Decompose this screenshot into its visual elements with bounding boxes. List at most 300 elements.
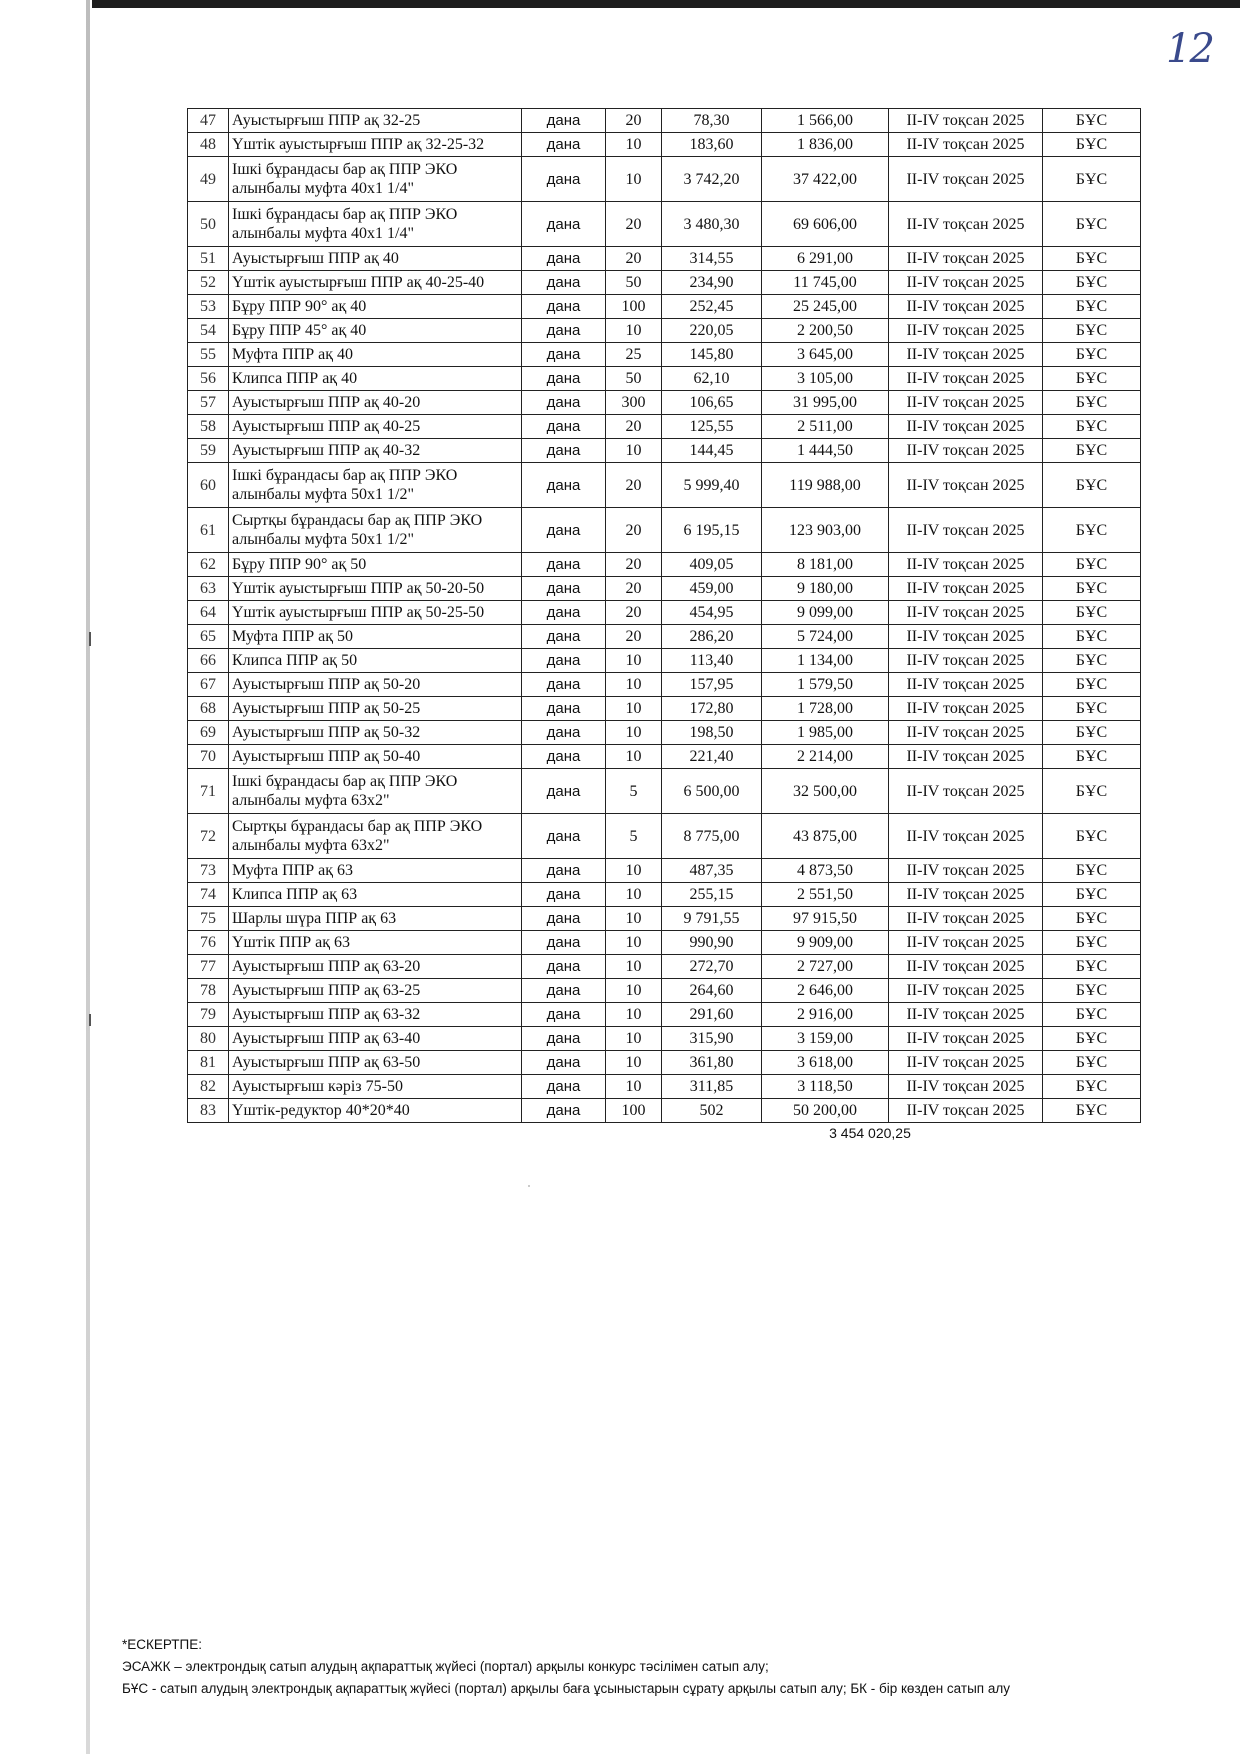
cell-period: II-IV тоқсан 2025 [889,415,1043,439]
cell-method: БҰС [1043,415,1141,439]
cell-unit: дана [522,979,606,1003]
cell-sum: 1 566,00 [762,109,889,133]
cell-unit: дана [522,133,606,157]
table-row [188,508,1141,553]
cell-period: II-IV тоқсан 2025 [889,859,1043,883]
cell-qty: 25 [606,343,662,367]
cell-price: 198,50 [662,721,762,745]
cell-method: БҰС [1043,157,1141,202]
cell-unit: дана [522,931,606,955]
cell-price: 454,95 [662,601,762,625]
items-table [187,108,1141,1123]
cell-unit: дана [522,271,606,295]
cell-name: Ауыстырғыш ППР ақ 63-50 [229,1051,522,1075]
table-row [188,673,1141,697]
cell-price: 6 500,00 [662,769,762,814]
cell-unit: дана [522,673,606,697]
cell-qty: 10 [606,439,662,463]
cell-qty: 10 [606,1051,662,1075]
cell-period: II-IV тоқсан 2025 [889,463,1043,508]
cell-num: 51 [188,247,229,271]
cell-sum: 3 105,00 [762,367,889,391]
cell-unit: дана [522,625,606,649]
cell-qty: 10 [606,931,662,955]
cell-unit: дана [522,697,606,721]
cell-method: БҰС [1043,673,1141,697]
cell-name: Клипса ППР ақ 50 [229,649,522,673]
footnote-line-2: БҰС - сатып алудың электрондық ақпараттық жүйесі (портал) арқылы баға ұсыныстарын сұрату арқылы сатып алу; БК - бір көзден сатып алу [122,1681,1010,1696]
cell-qty: 10 [606,649,662,673]
table-row [188,1003,1141,1027]
items-table-body [188,109,1141,1123]
cell-sum: 31 995,00 [762,391,889,415]
cell-num: 68 [188,697,229,721]
cell-name: Клипса ППР ақ 63 [229,883,522,907]
table-row [188,1051,1141,1075]
cell-price: 502 [662,1099,762,1123]
cell-price: 9 791,55 [662,907,762,931]
cell-qty: 10 [606,673,662,697]
table-row [188,553,1141,577]
cell-period: II-IV тоқсан 2025 [889,745,1043,769]
cell-unit: дана [522,1051,606,1075]
cell-sum: 3 618,00 [762,1051,889,1075]
cell-num: 67 [188,673,229,697]
cell-sum: 9 909,00 [762,931,889,955]
cell-name: Ауыстырғыш ППР ақ 63-40 [229,1027,522,1051]
cell-method: БҰС [1043,391,1141,415]
cell-unit: дана [522,508,606,553]
cell-sum: 1 134,00 [762,649,889,673]
cell-qty: 50 [606,271,662,295]
cell-period: II-IV тоқсан 2025 [889,721,1043,745]
cell-name: Ауыстырғыш ППР ақ 50-40 [229,745,522,769]
cell-price: 252,45 [662,295,762,319]
cell-price: 3 742,20 [662,157,762,202]
cell-method: БҰС [1043,295,1141,319]
cell-price: 459,00 [662,577,762,601]
cell-name: Муфта ППР ақ 63 [229,859,522,883]
cell-price: 5 999,40 [662,463,762,508]
cell-name: Муфта ППР ақ 50 [229,625,522,649]
cell-name: Ауыстырғыш ППР ақ 40-32 [229,439,522,463]
cell-sum: 5 724,00 [762,625,889,649]
cell-qty: 50 [606,367,662,391]
cell-unit: дана [522,1075,606,1099]
table-row [188,697,1141,721]
cell-method: БҰС [1043,109,1141,133]
cell-period: II-IV тоқсан 2025 [889,391,1043,415]
footnote-line-1: ЭСАЖК – электрондық сатып алудың ақпараттық жүйесі (портал) арқылы конкурс тәсілімен сатып алу; [122,1659,769,1674]
table-row [188,907,1141,931]
cell-name: Үштік ауыстырғыш ППР ақ 40-25-40 [229,271,522,295]
cell-method: БҰС [1043,133,1141,157]
cell-qty: 10 [606,907,662,931]
binding-spine [86,0,90,1754]
cell-method: БҰС [1043,601,1141,625]
cell-sum: 1 985,00 [762,721,889,745]
cell-qty: 100 [606,295,662,319]
cell-method: БҰС [1043,1099,1141,1123]
cell-period: II-IV тоқсан 2025 [889,1003,1043,1027]
cell-qty: 20 [606,577,662,601]
scan-mark [89,632,91,646]
cell-sum: 1 444,50 [762,439,889,463]
cell-num: 83 [188,1099,229,1123]
cell-method: БҰС [1043,577,1141,601]
cell-sum: 9 099,00 [762,601,889,625]
cell-period: II-IV тоқсан 2025 [889,1027,1043,1051]
cell-name: Үштік ППР ақ 63 [229,931,522,955]
cell-qty: 20 [606,202,662,247]
cell-method: БҰС [1043,508,1141,553]
cell-period: II-IV тоқсан 2025 [889,1051,1043,1075]
cell-method: БҰС [1043,625,1141,649]
cell-sum: 97 915,50 [762,907,889,931]
cell-num: 76 [188,931,229,955]
cell-unit: дана [522,553,606,577]
cell-sum: 32 500,00 [762,769,889,814]
cell-price: 361,80 [662,1051,762,1075]
cell-name: Үштік ауыстырғыш ППР ақ 50-25-50 [229,601,522,625]
cell-price: 144,45 [662,439,762,463]
cell-period: II-IV тоқсан 2025 [889,883,1043,907]
cell-unit: дана [522,649,606,673]
cell-period: II-IV тоқсан 2025 [889,508,1043,553]
cell-name: Ауыстырғыш ППР ақ 63-25 [229,979,522,1003]
cell-sum: 2 551,50 [762,883,889,907]
cell-num: 52 [188,271,229,295]
cell-qty: 20 [606,625,662,649]
cell-num: 61 [188,508,229,553]
table-row [188,295,1141,319]
cell-price: 125,55 [662,415,762,439]
table-row [188,1075,1141,1099]
cell-name: Үштік ауыстырғыш ППР ақ 50-20-50 [229,577,522,601]
cell-num: 63 [188,577,229,601]
cell-price: 255,15 [662,883,762,907]
cell-sum: 1 836,00 [762,133,889,157]
cell-price: 220,05 [662,319,762,343]
cell-price: 62,10 [662,367,762,391]
cell-period: II-IV тоқсан 2025 [889,907,1043,931]
table-row [188,859,1141,883]
cell-qty: 10 [606,157,662,202]
cell-period: II-IV тоқсан 2025 [889,601,1043,625]
cell-sum: 2 646,00 [762,979,889,1003]
table-row [188,202,1141,247]
cell-method: БҰС [1043,859,1141,883]
cell-price: 145,80 [662,343,762,367]
cell-period: II-IV тоқсан 2025 [889,697,1043,721]
cell-price: 8 775,00 [662,814,762,859]
cell-method: БҰС [1043,553,1141,577]
table-row [188,247,1141,271]
cell-name: Ауыстырғыш кәріз 75-50 [229,1075,522,1099]
cell-sum: 123 903,00 [762,508,889,553]
cell-unit: дана [522,391,606,415]
cell-unit: дана [522,745,606,769]
cell-qty: 10 [606,133,662,157]
cell-qty: 20 [606,415,662,439]
cell-price: 487,35 [662,859,762,883]
cell-qty: 10 [606,979,662,1003]
cell-unit: дана [522,577,606,601]
cell-num: 78 [188,979,229,1003]
cell-name: Ауыстырғыш ППР ақ 50-32 [229,721,522,745]
cell-qty: 20 [606,109,662,133]
cell-qty: 5 [606,769,662,814]
cell-name: Бұру ППР 90° ақ 50 [229,553,522,577]
cell-price: 183,60 [662,133,762,157]
cell-num: 57 [188,391,229,415]
table-row [188,319,1141,343]
table-row [188,439,1141,463]
cell-price: 3 480,30 [662,202,762,247]
cell-sum: 119 988,00 [762,463,889,508]
cell-name: Ауыстырғыш ППР ақ 40 [229,247,522,271]
cell-period: II-IV тоқсан 2025 [889,955,1043,979]
cell-num: 73 [188,859,229,883]
cell-num: 62 [188,553,229,577]
cell-method: БҰС [1043,649,1141,673]
table-row [188,955,1141,979]
table-row [188,367,1141,391]
cell-sum: 4 873,50 [762,859,889,883]
cell-name: Ауыстырғыш ППР ақ 32-25 [229,109,522,133]
cell-method: БҰС [1043,463,1141,508]
cell-period: II-IV тоқсан 2025 [889,367,1043,391]
cell-method: БҰС [1043,979,1141,1003]
cell-name: Сыртқы бұрандасы бар ақ ППР ЭКО алынбалы муфта 50х1 1/2" [229,508,522,553]
table-row [188,979,1141,1003]
cell-unit: дана [522,1099,606,1123]
cell-name: Ауыстырғыш ППР ақ 63-32 [229,1003,522,1027]
cell-method: БҰС [1043,367,1141,391]
cell-method: БҰС [1043,769,1141,814]
cell-unit: дана [522,295,606,319]
cell-period: II-IV тоқсан 2025 [889,673,1043,697]
table-row [188,721,1141,745]
cell-qty: 10 [606,1003,662,1027]
cell-price: 990,90 [662,931,762,955]
cell-unit: дана [522,109,606,133]
cell-sum: 1 579,50 [762,673,889,697]
cell-method: БҰС [1043,319,1141,343]
table-row [188,625,1141,649]
cell-unit: дана [522,859,606,883]
cell-name: Сыртқы бұрандасы бар ақ ППР ЭКО алынбалы муфта 63х2" [229,814,522,859]
table-row [188,883,1141,907]
cell-num: 71 [188,769,229,814]
cell-num: 54 [188,319,229,343]
cell-method: БҰС [1043,1003,1141,1027]
cell-qty: 10 [606,319,662,343]
cell-num: 72 [188,814,229,859]
cell-name: Ішкі бұрандасы бар ақ ППР ЭКО алынбалы муфта 63х2" [229,769,522,814]
cell-name: Муфта ППР ақ 40 [229,343,522,367]
cell-sum: 2 916,00 [762,1003,889,1027]
cell-price: 311,85 [662,1075,762,1099]
cell-price: 264,60 [662,979,762,1003]
cell-qty: 20 [606,247,662,271]
cell-sum: 11 745,00 [762,271,889,295]
cell-num: 69 [188,721,229,745]
cell-method: БҰС [1043,955,1141,979]
cell-num: 77 [188,955,229,979]
cell-name: Ауыстырғыш ППР ақ 50-20 [229,673,522,697]
grand-total: 3 454 020,25 [829,1125,911,1141]
cell-name: Ауыстырғыш ППР ақ 40-25 [229,415,522,439]
cell-num: 55 [188,343,229,367]
cell-sum: 2 214,00 [762,745,889,769]
cell-name: Ауыстырғыш ППР ақ 63-20 [229,955,522,979]
cell-unit: дана [522,955,606,979]
cell-method: БҰС [1043,883,1141,907]
cell-price: 409,05 [662,553,762,577]
cell-method: БҰС [1043,931,1141,955]
cell-qty: 10 [606,721,662,745]
cell-unit: дана [522,343,606,367]
cell-period: II-IV тоқсан 2025 [889,979,1043,1003]
table-row [188,931,1141,955]
cell-method: БҰС [1043,247,1141,271]
cell-num: 64 [188,601,229,625]
cell-method: БҰС [1043,907,1141,931]
cell-num: 80 [188,1027,229,1051]
cell-qty: 20 [606,508,662,553]
cell-num: 58 [188,415,229,439]
cell-price: 221,40 [662,745,762,769]
cell-num: 74 [188,883,229,907]
cell-unit: дана [522,814,606,859]
cell-period: II-IV тоқсан 2025 [889,109,1043,133]
cell-sum: 9 180,00 [762,577,889,601]
cell-sum: 37 422,00 [762,157,889,202]
cell-period: II-IV тоқсан 2025 [889,649,1043,673]
cell-price: 314,55 [662,247,762,271]
cell-qty: 10 [606,697,662,721]
cell-unit: дана [522,601,606,625]
cell-method: БҰС [1043,439,1141,463]
table-row [188,415,1141,439]
table-row [188,109,1141,133]
cell-qty: 10 [606,859,662,883]
cell-qty: 10 [606,745,662,769]
cell-period: II-IV тоқсан 2025 [889,271,1043,295]
cell-period: II-IV тоқсан 2025 [889,769,1043,814]
cell-method: БҰС [1043,343,1141,367]
cell-num: 48 [188,133,229,157]
cell-method: БҰС [1043,721,1141,745]
cell-period: II-IV тоқсан 2025 [889,343,1043,367]
cell-period: II-IV тоқсан 2025 [889,295,1043,319]
cell-sum: 25 245,00 [762,295,889,319]
cell-method: БҰС [1043,1027,1141,1051]
table-row [188,601,1141,625]
cell-num: 70 [188,745,229,769]
cell-num: 75 [188,907,229,931]
cell-name: Ауыстырғыш ППР ақ 50-25 [229,697,522,721]
cell-price: 6 195,15 [662,508,762,553]
cell-unit: дана [522,247,606,271]
cell-num: 66 [188,649,229,673]
cell-name: Ауыстырғыш ППР ақ 40-20 [229,391,522,415]
cell-method: БҰС [1043,745,1141,769]
cell-method: БҰС [1043,1051,1141,1075]
footnote-heading: *ЕСКЕРТПЕ: [122,1637,202,1652]
cell-num: 56 [188,367,229,391]
table-row [188,649,1141,673]
cell-num: 50 [188,202,229,247]
table-row [188,271,1141,295]
cell-sum: 2 511,00 [762,415,889,439]
cell-period: II-IV тоқсан 2025 [889,553,1043,577]
cell-sum: 8 181,00 [762,553,889,577]
scan-speck [528,1185,530,1187]
cell-num: 60 [188,463,229,508]
cell-qty: 10 [606,955,662,979]
cell-price: 291,60 [662,1003,762,1027]
cell-unit: дана [522,1027,606,1051]
cell-period: II-IV тоқсан 2025 [889,247,1043,271]
cell-period: II-IV тоқсан 2025 [889,1099,1043,1123]
cell-num: 49 [188,157,229,202]
table-row [188,769,1141,814]
cell-name: Клипса ППР ақ 40 [229,367,522,391]
cell-num: 79 [188,1003,229,1027]
cell-name: Ішкі бұрандасы бар ақ ППР ЭКО алынбалы муфта 40х1 1/4" [229,202,522,247]
cell-method: БҰС [1043,271,1141,295]
cell-period: II-IV тоқсан 2025 [889,577,1043,601]
cell-unit: дана [522,883,606,907]
cell-num: 82 [188,1075,229,1099]
cell-period: II-IV тоқсан 2025 [889,202,1043,247]
cell-sum: 3 159,00 [762,1027,889,1051]
footnote [122,1634,1010,1700]
cell-unit: дана [522,907,606,931]
cell-unit: дана [522,202,606,247]
cell-name: Ішкі бұрандасы бар ақ ППР ЭКО алынбалы муфта 40х1 1/4" [229,157,522,202]
page-number: 12 [1166,26,1213,72]
cell-sum: 3 118,50 [762,1075,889,1099]
cell-price: 272,70 [662,955,762,979]
cell-qty: 10 [606,1075,662,1099]
cell-period: II-IV тоқсан 2025 [889,1075,1043,1099]
scan-mark [89,1014,91,1026]
table-row [188,391,1141,415]
cell-price: 172,80 [662,697,762,721]
cell-period: II-IV тоқсан 2025 [889,814,1043,859]
cell-unit: дана [522,1003,606,1027]
cell-sum: 69 606,00 [762,202,889,247]
table-row [188,814,1141,859]
cell-qty: 5 [606,814,662,859]
cell-name: Ішкі бұрандасы бар ақ ППР ЭКО алынбалы муфта 50х1 1/2" [229,463,522,508]
cell-price: 234,90 [662,271,762,295]
cell-num: 81 [188,1051,229,1075]
cell-price: 157,95 [662,673,762,697]
cell-period: II-IV тоқсан 2025 [889,319,1043,343]
cell-num: 65 [188,625,229,649]
cell-qty: 20 [606,601,662,625]
cell-num: 47 [188,109,229,133]
scan-edge-bar [92,0,1240,8]
table-row [188,1099,1141,1123]
cell-sum: 6 291,00 [762,247,889,271]
table-row [188,1027,1141,1051]
cell-price: 106,65 [662,391,762,415]
